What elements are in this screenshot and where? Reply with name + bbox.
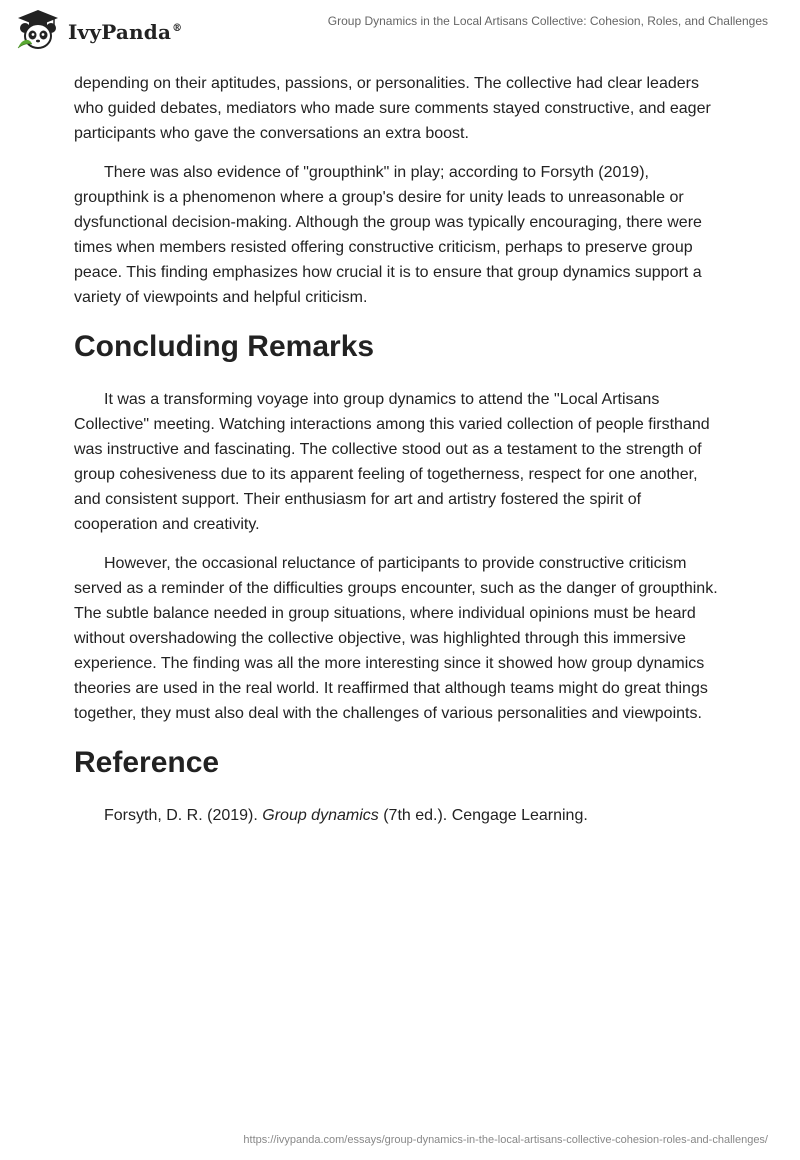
reference-details: (7th ed.). Cengage Learning. [378, 807, 588, 824]
reference-title: Group dynamics [262, 807, 379, 824]
reference-entry [74, 803, 726, 828]
heading-reference: Reference [74, 746, 220, 779]
ivypanda-logo[interactable] [14, 8, 182, 52]
paragraph-concluding-2: However, the occasional reluctance of participants to provide constructive criticism served as a reminder of the difficulties groups encounter, such as the danger of groupthink. The subtle balance needed in group situations, where individual opinions must be heard without overshadowing the collective objective, was highlighted through this immersive experience. The finding was all the more interesting since it showed how group dynamics theories are used in the real world. It reaffirmed that although teams might do great things together, they must also deal with the challenges of various personalities and viewpoints. [74, 555, 718, 722]
document-title: Group Dynamics in the Local Artisans Collective: Cohesion, Roles, and Challenges [327, 14, 768, 28]
brand-name: IvyPanda® [68, 20, 183, 44]
page-header [0, 0, 800, 60]
essay-content [74, 71, 726, 828]
panda-graduate-icon [14, 8, 62, 52]
paragraph-groupthink: There was also evidence of "groupthink" in play; according to Forsyth (2019), groupthink is a phenomenon where a group's desire for unity leads to unreasonable or dysfunctional decision-making. Although the group was typically encouraging, there were times when members resisted offering constructive criticism, perhaps to preserve group peace. This finding emphasizes how crucial it is to ensure that group dynamics support a variety of viewpoints and helpful criticism. [74, 164, 702, 306]
footer-source-url[interactable]: https://ivypanda.com/essays/group-dynamics-in-the-local-artisans-collective-cohesion-roles-and-challenges/ [243, 1134, 768, 1146]
heading-concluding-remarks: Concluding Remarks [74, 330, 375, 363]
paragraph-continuation: depending on their aptitudes, passions, or personalities. The collective had clear leaders who guided debates, mediators who made sure comments stayed constructive, and eager participants who gave the conversations an extra boost. [74, 75, 711, 142]
registered-mark: ® [172, 23, 183, 35]
reference-author-year: Forsyth, D. R. (2019). [104, 807, 263, 824]
paragraph-concluding-1: It was a transforming voyage into group dynamics to attend the "Local Artisans Collective" meeting. Watching interactions among this varied collection of people firsthand was instructive and fascinating. The collective stood out as a testament to the strength of group cohesiveness due to its apparent feeling of togetherness, respect for one another, and consistent support. Their enthusiasm for art and artistry fostered the spirit of cooperation and creativity. [74, 391, 710, 533]
